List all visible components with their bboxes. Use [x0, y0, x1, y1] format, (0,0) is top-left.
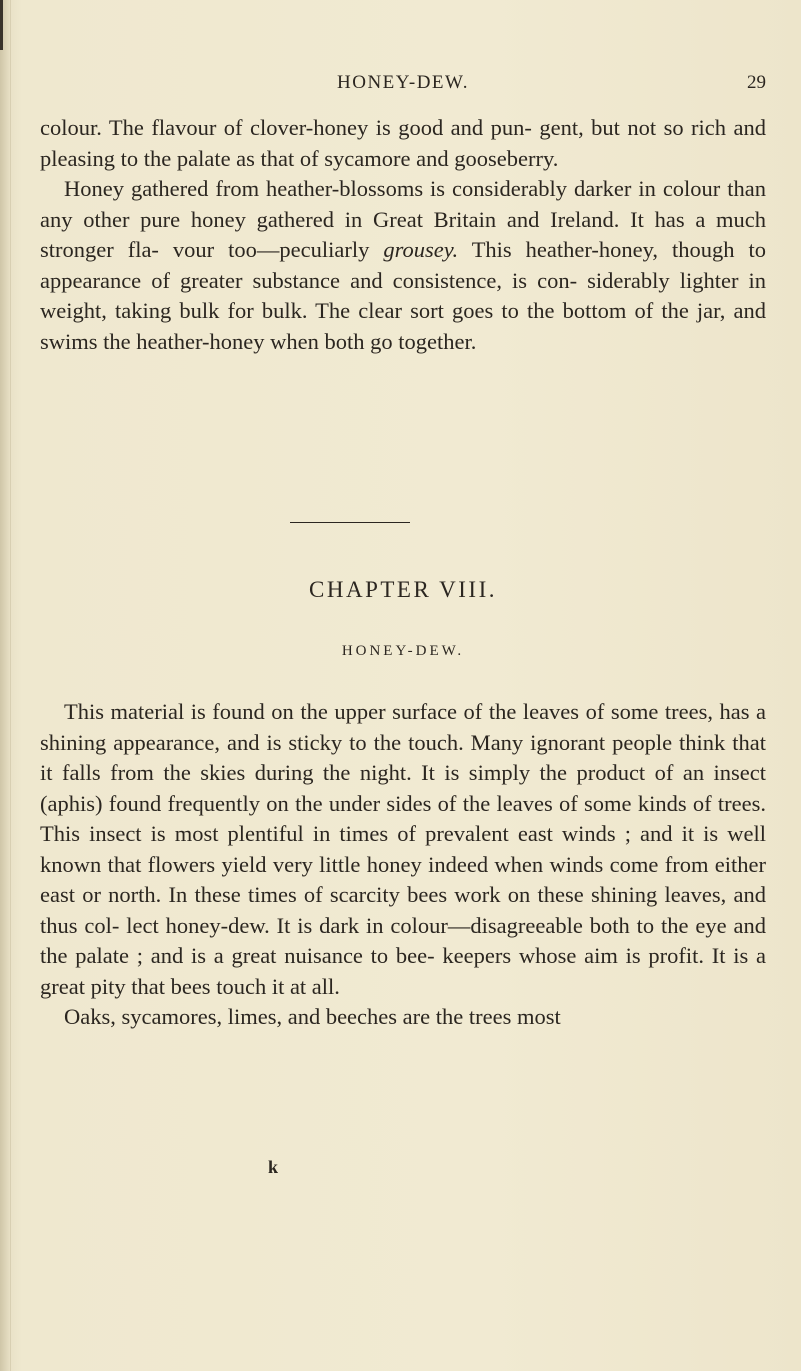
signature-mark: k — [268, 1157, 279, 1177]
text-line: Honey gathered from heather-blossoms is considerably — [64, 176, 567, 201]
text-line: known that flowers yield very little honey indeed when — [40, 851, 544, 877]
paragraph-heather-honey — [40, 174, 766, 357]
text-line: an insect (aphis) found frequently on the under sides of — [40, 760, 767, 816]
page-gutter-edge — [0, 0, 11, 1371]
text-line: This heather-honey, though — [458, 237, 735, 262]
section-divider-rule — [290, 522, 410, 523]
text-line: lect honey-dew. It is dark in colour—disagreeable both — [126, 912, 630, 938]
page-number: 29 — [747, 72, 766, 93]
text-line: keepers whose aim is profit. It is a great pity that bees — [40, 943, 766, 999]
text-line: the touch. Many ignorant people think that it falls from — [40, 729, 767, 785]
text-line: to the eye and the palate ; and is a great nuisance to bee- — [40, 912, 766, 968]
text-line: siderably lighter in weight, taking bulk for bulk. The — [40, 267, 767, 323]
text-line: touch it at all. — [216, 973, 340, 999]
running-head — [40, 68, 766, 98]
text-line: sycamore and gooseberry. — [324, 145, 559, 171]
text-block-top — [40, 113, 766, 357]
text-line: plentiful in times of prevalent east winds ; and it is well — [227, 821, 767, 846]
paragraph-clover-honey — [40, 113, 766, 174]
chapter-subtitle: HONEY-DEW. — [341, 643, 465, 659]
text-line: winds come from either east or north. In these times of — [40, 851, 767, 907]
text-line: Oaks, sycamores, limes, and beeches are the trees most — [64, 1004, 561, 1029]
running-title: HONEY-DEW. — [337, 72, 469, 93]
chapter-title: CHAPTER VIII. — [309, 577, 497, 602]
paragraph-honey-dew-description — [40, 697, 766, 1002]
text-line: colour. The flavour of clover-honey is good and pun- — [40, 115, 532, 140]
binding-mark — [0, 0, 3, 50]
text-line: of some trees, has a shining appearance, and is sticky to — [40, 699, 766, 755]
text-line: scarcity bees work on these shining leaves, and thus col- — [40, 882, 766, 938]
text-line: gent, but not so rich and pleasing to the palate as that of — [40, 115, 766, 171]
italic-word-grousey: grousey. — [383, 237, 459, 262]
text-line: darker in colour than any other pure honey gathered in — [40, 176, 766, 232]
paragraph-trees — [40, 1002, 766, 1033]
text-line: the leaves of some kinds of trees. This insect is most — [40, 790, 766, 846]
text-line: the skies during the night. It is simply the product of — [163, 760, 674, 785]
text-line: This material is found on the upper surface of the leaves — [64, 699, 580, 724]
text-line: clear sort goes to the bottom of the jar, and swims the — [40, 298, 766, 354]
text-line: vour too—peculiarly — [172, 237, 384, 262]
text-line: heather-honey when both go together. — [136, 328, 477, 354]
text-line: to appearance of greater substance and consistence, is con- — [40, 237, 767, 293]
text-block-bottom — [40, 697, 766, 1033]
text-line: Great Britain and Ireland. It has a much stronger fla- — [40, 206, 767, 262]
